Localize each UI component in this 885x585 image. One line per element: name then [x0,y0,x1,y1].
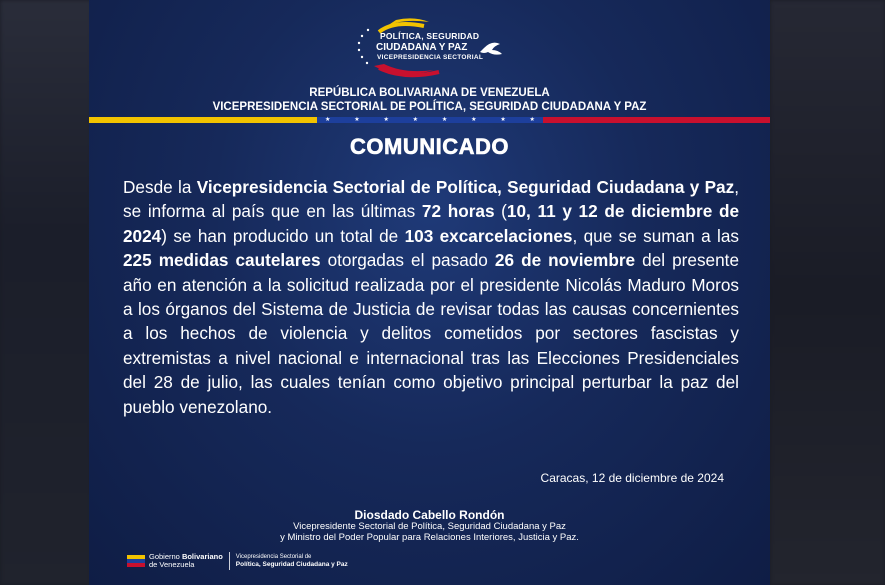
vicepresidency-label-line1: Vicepresidencia Sectorial de [235,553,312,560]
document-title: COMUNICADO [350,134,509,159]
body-emphasis: 10, 11 y 12 de diciembre de 2024 [123,201,740,246]
star-icon: ★ [325,117,331,123]
star-icon: ★ [354,117,360,123]
body-emphasis: 26 de noviembre [494,250,636,271]
body-emphasis: 225 medidas cautelares [123,250,321,271]
flag-stars [325,117,535,123]
star-icon: ★ [441,117,448,123]
right-blur-panel [770,0,885,585]
signatory-role-2: y Ministro del Poder Popular para Relaciones Interiores, Justicia y Paz. [280,532,579,543]
body-emphasis: 72 horas [421,201,495,222]
flag-stripe [89,117,770,123]
star-icon: ★ [529,117,535,123]
government-label-bold: Bolivariano [181,552,223,561]
header-republic: REPÚBLICA BOLIVARIANA DE VENEZUELA [309,87,550,99]
body-text: , se informa al país que en las últimas [123,177,739,222]
flag-red-band [543,117,770,123]
footer-divider [229,552,230,570]
body-text: Desde la [123,177,197,197]
communique-body [123,175,739,419]
star-icon: ★ [471,117,477,123]
dove-icon [480,43,502,55]
left-blur-panel [0,0,92,585]
star-icon: ★ [383,117,389,123]
signatory-name: Diosdado Cabello Rondón [354,508,505,522]
government-label-line2: de Venezuela [149,560,195,569]
flag-blue-band [317,117,543,123]
body-text: otorgadas el pasado [320,250,495,271]
flag-yellow-band [89,117,317,123]
venezuela-flag-icon [127,555,145,567]
body-text: ( [494,201,507,222]
body-text: del presente año en atención a la solicitud realizada por el presidente Nicolás Maduro Moros a los órganos del Sistema de Justicia de revisar todas las causas concernientes a los hechos de violencia y delitos cometidos por sectores fascistas y extremistas a nivel nacional e internacional tras las Elecciones Presidenciales del 28 de julio, las cuales tenían como objetivo principal perturbar la paz del pueblo venezolano. [123,250,739,417]
footer-branding [127,551,348,571]
document-date: Caracas, 12 de diciembre de 2024 [540,471,724,485]
body-emphasis: Vicepresidencia Sectorial de Política, Seguridad Ciudadana y Paz [196,177,735,197]
vicepresidency-label [236,554,348,569]
star-icon: ★ [500,117,506,123]
communique-document [89,0,770,585]
government-label [149,553,223,569]
body-emphasis: 103 excarcelaciones [404,225,573,246]
body-text: , que se suman a las [572,225,739,246]
ministry-logo [344,10,514,82]
government-label-text: Gobierno [149,552,182,561]
signatory-role-1: Vicepresidente Sectorial de Política, Seguridad Ciudadana y Paz [293,521,566,532]
logo-line-1: POLÍTICA, SEGURIDAD [380,31,480,41]
header-vicepresidency: VICEPRESIDENCIA SECTORIAL DE POLÍTICA, SEGURIDAD CIUDADANA Y PAZ [212,101,647,113]
logo-line-3: VICEPRESIDENCIA SECTORIAL [377,54,484,61]
body-text: ) se han producido un total de [161,225,405,246]
star-icon: ★ [412,117,419,123]
logo-line-2: CIUDADANA Y PAZ [376,42,468,53]
vicepresidency-label-line2: Política, Seguridad Ciudadana y Paz [235,560,348,568]
